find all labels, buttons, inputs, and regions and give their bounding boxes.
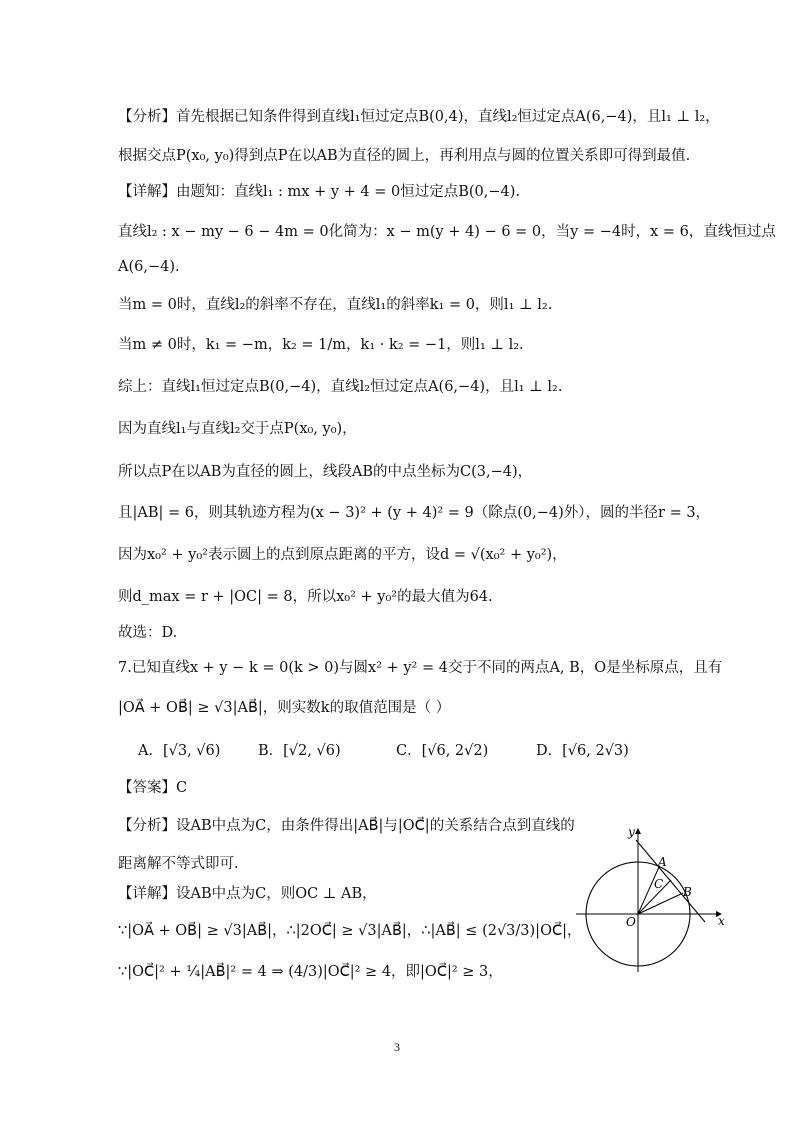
answer-line: 【答案】C [118, 780, 188, 796]
option-d: D．[√6, 2√3) [536, 743, 629, 759]
line-3: 【详解】由题知：直线l₁ : mx + y + 4 = 0恒过定点B(0,−4). [118, 184, 521, 200]
line-12: 因为x₀² + y₀²表示圆上的点到原点距离的平方，设d = √(x₀² + y₀²)， [118, 547, 567, 563]
line-7: 当m ≠ 0时，k₁ = −m，k₂ = 1/m，k₁ · k₂ = −1，则l₁ ⊥ l₂. [118, 337, 524, 353]
analysis-line-1: 【分析】设AB中点为C，由条件得出|AB⃗|与|OC⃗|的关系结合点到直线的 [118, 818, 575, 834]
question-7-stem: 7.已知直线x + y − k = 0(k > 0)与圆x² + y² = 4交于不同的两点A, B，O是坐标原点，且有 [118, 660, 723, 676]
circle-figure [570, 822, 730, 982]
detail-line-3: ∵|OC⃗|² + ¼|AB⃗|² = 4 ⇒ (4/3)|OC⃗|² ≥ 4，即|OC⃗|² ≥ 3， [118, 964, 503, 980]
line-13: 则d_max = r + |OC| = 8，所以x₀² + y₀²的最大值为64. [118, 589, 493, 605]
option-a: A．[√3, √6) [138, 743, 221, 759]
label-o: O [626, 915, 636, 929]
line-10: 所以点P在以AB为直径的圆上，线段AB的中点坐标为C(3,−4)， [118, 464, 533, 480]
option-b: B．[√2, √6) [258, 743, 341, 759]
option-c: C．[√6, 2√2) [396, 743, 489, 759]
line-2: 根据交点P(x₀, y₀)得到点P在以AB为直径的圆上，再利用点与圆的位置关系即可得到最值. [118, 148, 691, 164]
detail-line-2: ∵|OA⃗ + OB⃗| ≥ √3|AB⃗|，∴|2OC⃗| ≥ √3|AB⃗|，∴|AB⃗| ≤ (2√3/3)|OC⃗|， [118, 923, 582, 939]
label-x: x [718, 914, 725, 928]
line-1: 【分析】首先根据已知条件得到直线l₁恒过定点B(0,4)，直线l₂恒过定点A(6,−4)，且l₁ ⊥ l₂， [118, 109, 720, 125]
line-6: 当m = 0时，直线l₂的斜率不存在，直线l₁的斜率k₁ = 0，则l₁ ⊥ l₂. [118, 297, 553, 313]
line-8: 综上：直线l₁恒过定点B(0,−4)，直线l₂恒过定点A(6,−4)，且l₁ ⊥ l₂. [118, 379, 563, 395]
line-14: 故选：D. [118, 625, 178, 641]
detail-line-1: 【详解】设AB中点为C，则OC ⊥ AB， [118, 886, 377, 902]
y-axis-arrow [635, 828, 641, 834]
segment-ob [638, 893, 683, 914]
label-y: y [628, 825, 635, 839]
line-11: 且|AB| = 6，则其轨迹方程为(x − 3)² + (y + 4)² = 9（除点(0,−4)外），圆的半径r = 3， [118, 505, 711, 521]
line-9: 因为直线l₁与直线l₂交于点P(x₀, y₀)， [118, 421, 357, 437]
label-c: C [654, 877, 664, 891]
line-4: 直线l₂ : x − my − 6 − 4m = 0化简为：x − m(y + 4) − 6 = 0，当y = −4时，x = 6，直线恒过点 [118, 224, 776, 240]
page-number: 3 [394, 1040, 400, 1054]
line-5: A(6,−4). [118, 259, 180, 275]
question-7-condition: |OA⃗ + OB⃗| ≥ √3|AB⃗|，则实数k的取值范围是（ ） [118, 700, 451, 716]
label-a: A [658, 855, 667, 869]
label-b: B [683, 885, 692, 899]
analysis-line-2: 距离解不等式即可. [118, 856, 239, 872]
